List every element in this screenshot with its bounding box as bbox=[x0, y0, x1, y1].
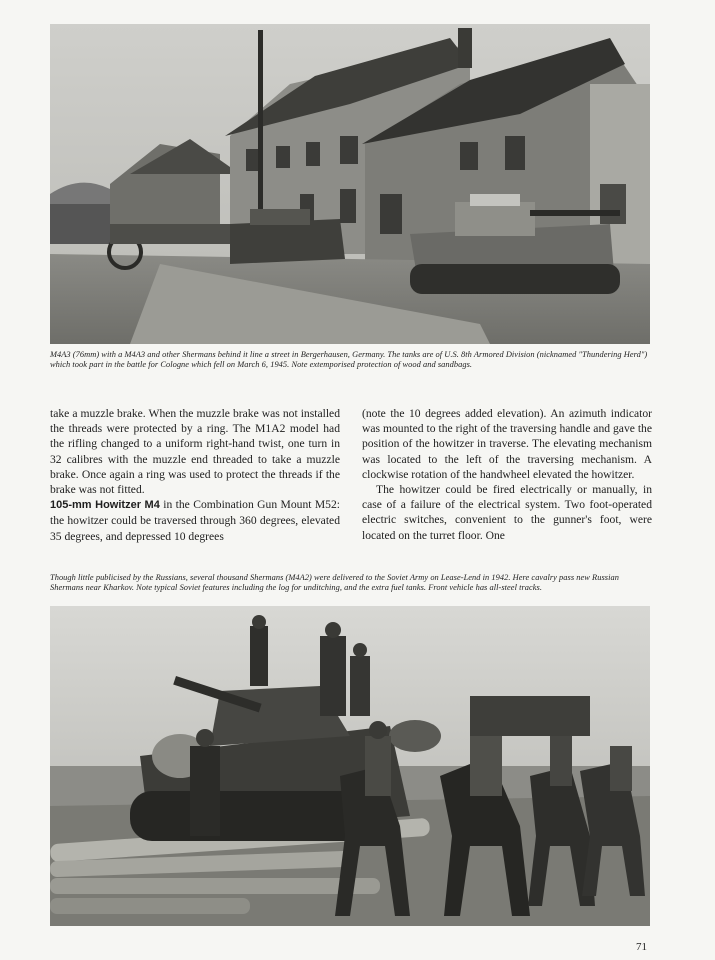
page-number: 71 bbox=[636, 941, 647, 953]
paragraph-text: in the Combination Gun Mount M52: the howitzer could be traversed through 360 degrees, elevated 35 degrees, and depressed 10 degrees bbox=[50, 498, 340, 543]
paragraph-howitzer bbox=[50, 497, 340, 544]
paragraph: take a muzzle brake. When the muzzle brake was not installed the threads were protected by a ring. The M1A2 model had the rifling changed to a uniform right-hand twist, one turn in 32 calibres with the muzzle end threaded to take a muzzle brake. Once again a ring was used to protect the threads if the brake was not fitted. bbox=[50, 407, 340, 497]
photo-shermans-bergerhausen bbox=[50, 24, 650, 344]
photo-caption-bottom: Though little publicised by the Russians, several thousand Shermans (M4A2) were delivered to the Soviet Army on Lease-Lend in 1942. Here cavalry pass new Russian Shermans near Kharkov. Note typical Soviet features including the log for unditching, and the extra fuel tanks. Front vehicle has all-steel tracks. bbox=[50, 573, 619, 592]
subheading-howitzer-m4: 105-mm Howitzer M4 bbox=[50, 499, 160, 512]
text-column-left bbox=[50, 406, 340, 544]
photo-caption-top: M4A3 (76mm) with a M4A3 and other Shermans behind it line a street in Bergerhausen, Germany. The tanks are of U.S. 8th Armored Division (nicknamed "Thundering Herd") which took part in the battle for Cologne which fell on March 6, 1945. Note extemporised protection of wood and sandbags. bbox=[50, 350, 648, 369]
text-column-right bbox=[362, 406, 652, 543]
photo-soviet-cavalry-shermans bbox=[50, 606, 650, 926]
paragraph: (note the 10 degrees added elevation). An azimuth indicator was mounted to the right of the traversing handle and gave the position of the howitzer in traverse. The elevating mechanism was located to the left of the traversing mechanism. A clockwise rotation of the handwheel elevated the howitzer. bbox=[362, 407, 652, 481]
paragraph: The howitzer could be fired electrically or manually, in case of a failure of the electrical system. Two foot-operated electric switches, convenient to the gunner's foot, were located on the turret floor. One bbox=[362, 483, 652, 542]
